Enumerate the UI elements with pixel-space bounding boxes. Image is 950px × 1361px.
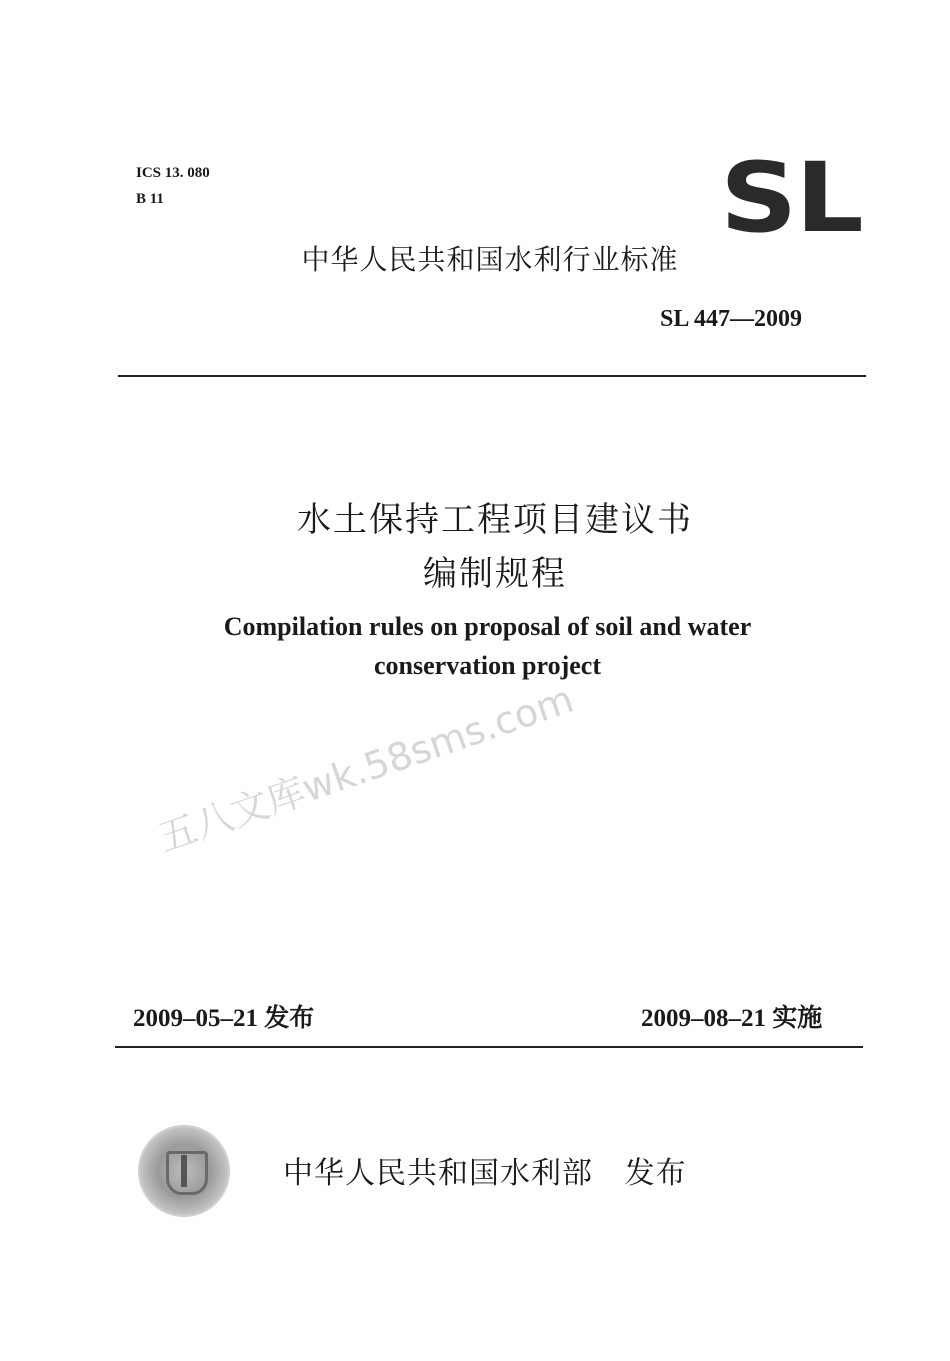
industry-standard-heading: 中华人民共和国水利行业标准 [301,243,679,276]
classification-codes [136,160,210,212]
title-en-line2: conservation project [374,651,601,680]
ccs-code: B 11 [136,191,164,207]
implementation-date: 2009–08–21 实施 [641,1005,823,1032]
ministry-seal-icon [138,1125,230,1217]
ics-code: ICS 13. 080 [136,165,210,181]
title-cn-line1: 水土保持工程项目建议书 [297,500,693,540]
sl-logo: SL [720,142,862,254]
issue-date: 2009–05–21 发布 [133,1005,315,1032]
bottom-divider [115,1046,863,1048]
top-divider [118,375,866,377]
standard-number: SL 447—2009 [660,306,803,332]
title-cn-line2: 编制规程 [423,554,567,594]
title-en-line1: Compilation rules on proposal of soil and water [223,612,752,641]
watermark: 五八文库wk.58sms.com [152,676,579,861]
issuer: 中华人民共和国水利部 发布 [283,1156,687,1191]
